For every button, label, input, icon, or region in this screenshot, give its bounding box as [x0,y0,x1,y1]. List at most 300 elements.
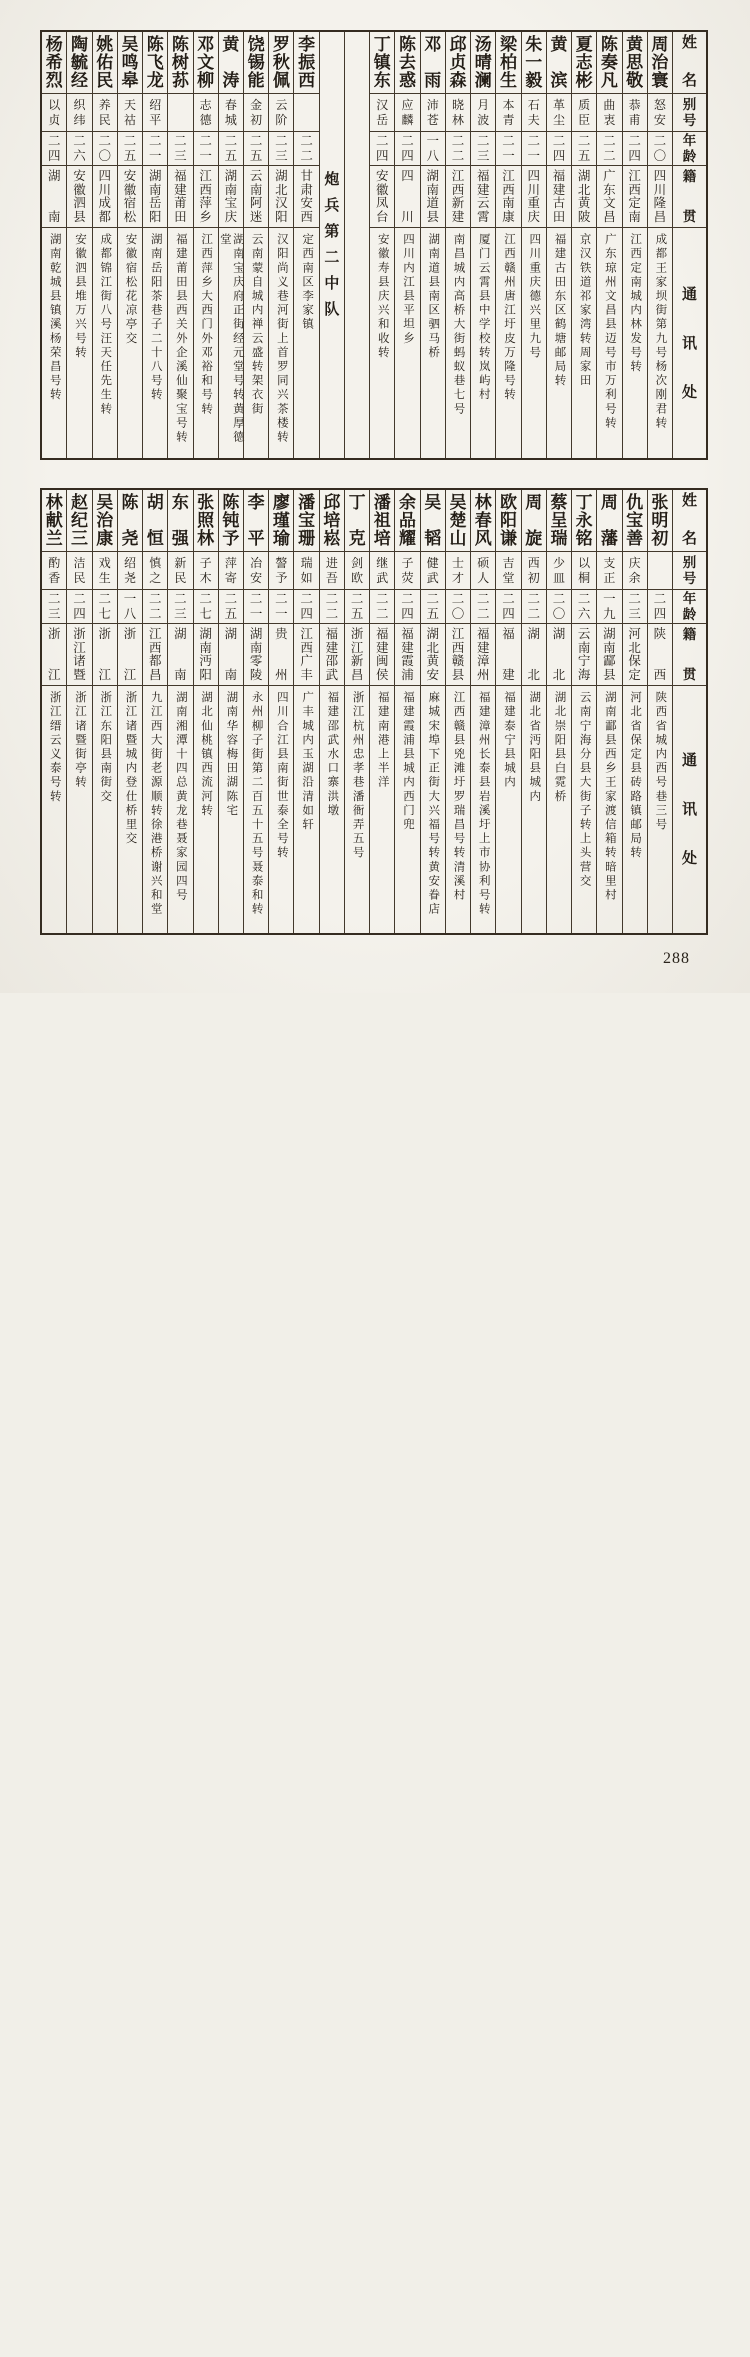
roster-column [369,32,394,458]
address-text: 浙江杭州忠孝巷潘衙弄五号 [351,691,364,861]
header-address: 通 讯 处 [681,753,697,867]
alias-cell: 织 纬 [67,94,91,132]
roster-column [42,490,66,933]
roster-column [268,32,293,458]
roster-column [394,490,419,933]
origin-cell: 江 西 赣 县 [446,624,470,686]
origin-cell: 湖 南 [219,624,243,686]
age-cell: 二 二 [320,590,344,624]
header-origin: 籍 贯 [673,624,706,686]
origin-cell: 广 东 文 昌 [597,166,621,228]
age-cell: 二 四 [370,132,394,166]
origin-cell: 福 建 莆 田 [168,166,192,228]
address-text: 浙江东阳县南街交 [99,691,112,804]
alias-cell: 健 武 [421,552,445,590]
origin-cell: 湖 南 酃 县 [597,624,621,686]
alias-cell: 志 德 [194,94,218,132]
name-cell: 林 春 风 [471,490,495,552]
origin-cell: 云 南 宁 海 [572,624,596,686]
roster-column [369,490,394,933]
roster-column [117,490,142,933]
alias-cell: 进 吾 [320,552,344,590]
alias-cell: 子 木 [194,552,218,590]
age-cell: 二 一 [522,132,546,166]
name-cell: 陈 飞 龙 [143,32,167,94]
address-cell [244,686,268,933]
address-text: 湖北省沔阳县城内 [528,691,541,804]
address-cell [648,228,672,458]
roster-column [546,490,571,933]
address-text: 湖北崇阳县白霓桥 [553,691,566,804]
address-cell [42,686,66,933]
header-name: 姓 名 [673,490,706,552]
name-cell: 吴 韬 [421,490,445,552]
address-text: 安徽宿松花凉亭交 [124,233,137,346]
address-cell [547,228,571,458]
roster-column [521,490,546,933]
roster-column [622,32,647,458]
age-cell: 一 八 [421,132,445,166]
address-cell [446,228,470,458]
origin-cell: 江 西 定 南 [623,166,647,228]
roster-column [92,32,117,458]
roster-column [495,490,520,933]
age-cell: 二 七 [93,590,117,624]
address-text: 四川合江县南街世泰全号转 [275,691,288,861]
origin-cell: 福 建 古 田 [547,166,571,228]
age-cell: 二 四 [67,590,91,624]
page-number: 288 [663,950,690,967]
age-cell: 二 三 [42,590,66,624]
name-cell: 夏 志 彬 [572,32,596,94]
address-text: 浙江诸暨街亭转 [73,691,86,790]
origin-cell: 江 西 新 建 [446,166,470,228]
address-cell [623,686,647,933]
alias-cell: 吉 堂 [496,552,520,590]
origin-cell: 湖 北 黄 安 [421,624,445,686]
address-text: 麻城宋埠下正街大兴福号转黄安眷店 [427,691,440,917]
origin-cell: 湖 北 [522,624,546,686]
spacer-column [344,32,369,458]
age-cell: 二 五 [345,590,369,624]
address-text: 湖南岳阳茶巷子二十八号转 [149,233,162,403]
age-cell: 二 四 [294,590,318,624]
origin-cell: 江 西 广 丰 [294,624,318,686]
origin-cell: 湖 南 零 陵 [244,624,268,686]
name-cell: 邓 文 柳 [194,32,218,94]
age-cell: 二 一 [269,590,293,624]
name-cell: 周 旋 [522,490,546,552]
alias-cell: 绍 尧 [118,552,142,590]
roster-column [571,490,596,933]
address-text: 京汉铁道祁家湾转周家田 [578,233,591,389]
address-text: 厦门云霄县中学校转岚屿村 [477,233,490,403]
alias-cell: 庆 余 [623,552,647,590]
alias-cell: 春 城 [219,94,243,132]
roster-column [293,32,318,458]
address-cell [143,686,167,933]
address-cell [42,228,66,458]
address-text: 浙江诸暨城内登仕桥里交 [124,691,137,847]
roster-column [445,32,470,458]
address-cell [168,686,192,933]
alias-cell: 謷 予 [269,552,293,590]
address-text: 江西萍乡大西门外邓裕和号转 [200,233,213,417]
name-cell: 邓 雨 [421,32,445,94]
address-text: 九江西大街老源顺转徐港桥谢兴和堂 [149,691,162,917]
origin-cell: 浙 江 [42,624,66,686]
origin-cell: 湖 南 岳 阳 [143,166,167,228]
address-cell [294,686,318,933]
roster-column [495,32,520,458]
age-cell: 二 二 [471,590,495,624]
age-cell: 二 四 [623,132,647,166]
alias-cell: 绍 平 [143,94,167,132]
alias-cell: 曲 衷 [597,94,621,132]
roster-column [344,490,369,933]
alias-cell: 天 祜 [118,94,142,132]
origin-cell: 河 北 保 定 [623,624,647,686]
roster-column [647,32,672,458]
address-text: 四川重庆德兴里九号 [528,233,541,360]
address-cell [471,686,495,933]
age-cell: 二 一 [194,132,218,166]
name-cell: 欧 阳 谦 [496,490,520,552]
address-cell [93,686,117,933]
roster-column [167,32,192,458]
name-cell: 余 品 耀 [395,490,419,552]
address-cell [320,686,344,933]
origin-cell: 江 西 萍 乡 [194,166,218,228]
roster-column [546,32,571,458]
roster-column [117,32,142,458]
alias-cell: 汉 岳 [370,94,394,132]
address-text: 江西赣州唐江圩皮万隆号转 [502,233,515,403]
address-text: 福建漳州长泰县岩溪圩上市协利号转 [477,691,490,917]
name-cell: 吴 鸣 皋 [118,32,142,94]
age-cell: 二 五 [421,590,445,624]
address-cell [219,686,243,933]
name-cell: 李 振 西 [294,32,318,94]
alias-cell: 戏 生 [93,552,117,590]
alias-cell: 支 正 [597,552,621,590]
origin-cell: 浙 江 [118,624,142,686]
address-cell [345,686,369,933]
alias-cell: 怒 安 [648,94,672,132]
alias-cell [168,94,192,132]
origin-cell: 安 徽 泗 县 [67,166,91,228]
age-cell: 二 二 [446,132,470,166]
address-text: 安徽泗县堆万兴号转 [73,233,86,360]
roster-column [66,490,91,933]
name-cell: 罗 秋 佩 [269,32,293,94]
name-cell: 丁 克 [345,490,369,552]
origin-cell: 江 西 都 昌 [143,624,167,686]
name-cell: 梁 柏 生 [496,32,520,94]
address-text: 湖北仙桃镇西流河转 [200,691,213,818]
address-cell [522,686,546,933]
address-cell [194,686,218,933]
address-cell [597,228,621,458]
roster-column [596,490,621,933]
roster-column [394,32,419,458]
roster-table-bottom [40,488,708,935]
alias-cell: 质 臣 [572,94,596,132]
address-cell [118,228,142,458]
roster-column [193,490,218,933]
address-cell [67,228,91,458]
roster-column [218,32,243,458]
alias-cell: 萍 寄 [219,552,243,590]
age-cell: 二 五 [219,132,243,166]
age-cell: 二 二 [294,132,318,166]
address-text: 永州柳子街第二百五十五号聂泰和转 [250,691,263,917]
age-cell: 二 二 [143,590,167,624]
name-cell: 陈 树 荪 [168,32,192,94]
alias-cell: 金 初 [244,94,268,132]
address-cell [395,228,419,458]
age-cell: 二 三 [471,132,495,166]
address-text: 广东琼州文昌县迈号市万利号转 [603,233,616,431]
address-cell [547,686,571,933]
address-cell [370,686,394,933]
name-cell: 邱 培 崧 [320,490,344,552]
roster-column [42,32,66,458]
alias-cell: 继 武 [370,552,394,590]
alias-cell: 酌 香 [42,552,66,590]
age-cell: 二 〇 [446,590,470,624]
address-cell [93,228,117,458]
origin-cell: 江 西 南 康 [496,166,520,228]
address-text: 福建泰宁县城内 [502,691,515,790]
roster-column [420,32,445,458]
name-cell: 李 平 [244,490,268,552]
roster-table-top [40,30,708,460]
alias-cell: 沛 苍 [421,94,445,132]
address-text: 成都王家坝街第九号杨次刚君转 [654,233,667,431]
alias-cell: 云 阶 [269,94,293,132]
age-cell: 二 四 [395,132,419,166]
name-cell: 陶 毓 经 [67,32,91,94]
origin-cell: 福 建 邵 武 [320,624,344,686]
name-cell: 周 治 寰 [648,32,672,94]
address-text: 湖南道县南区驷马桥 [427,233,440,360]
address-text: 福建邵武水口寨洪墩 [326,691,339,818]
header-column [672,32,706,458]
age-cell: 二 四 [547,132,571,166]
address-text: 福建古田东区鹤塘邮局转 [553,233,566,389]
origin-cell: 湖 南 宝 庆 [219,166,243,228]
header-alias: 别 号 [673,552,706,590]
origin-cell: 福 建 云 霄 [471,166,495,228]
age-cell: 二 二 [370,590,394,624]
address-cell [370,228,394,458]
roster-column [596,32,621,458]
section-title: 炮 兵 第 二 中 队 [324,171,340,318]
name-cell: 吴 治 康 [93,490,117,552]
alias-cell: 士 才 [446,552,470,590]
name-cell: 邱 贞 森 [446,32,470,94]
alias-cell: 剑 欧 [345,552,369,590]
alias-cell: 月 波 [471,94,495,132]
alias-cell: 养 民 [93,94,117,132]
roster-column [142,32,167,458]
header-alias: 别 号 [673,94,706,132]
address-cell [572,686,596,933]
origin-cell: 浙 江 诸 暨 [67,624,91,686]
age-cell: 二 三 [269,132,293,166]
alias-cell: 慎 之 [143,552,167,590]
name-cell: 赵 纪 三 [67,490,91,552]
age-cell: 一 九 [597,590,621,624]
address-cell [269,228,293,458]
header-name: 姓 名 [673,32,706,94]
roster-column [66,32,91,458]
header-age: 年 龄 [673,132,706,166]
name-cell: 张 明 初 [648,490,672,552]
origin-cell: 湖 南 [168,624,192,686]
address-cell [471,228,495,458]
origin-cell: 湖 北 [547,624,571,686]
roster-column [193,32,218,458]
alias-cell: 冶 安 [244,552,268,590]
origin-cell: 云 南 阿 迷 [244,166,268,228]
name-cell: 黄 滨 [547,32,571,94]
age-cell: 二 五 [572,132,596,166]
alias-cell: 瑞 如 [294,552,318,590]
address-text: 湖南乾城县镇溪杨荣昌号转 [48,233,61,403]
name-cell: 杨 希 烈 [42,32,66,94]
name-cell: 林 献 兰 [42,490,66,552]
name-cell: 姚 佑 民 [93,32,117,94]
age-cell: 二 一 [143,132,167,166]
age-cell: 二 六 [572,590,596,624]
age-cell: 二 一 [244,590,268,624]
roster-column [445,490,470,933]
origin-cell: 四 川 隆 昌 [648,166,672,228]
origin-cell: 四 川 成 都 [93,166,117,228]
address-cell [597,686,621,933]
alias-cell: 革 尘 [547,94,571,132]
address-cell [118,686,142,933]
name-cell: 黄 涛 [219,32,243,94]
name-cell: 潘 祖 培 [370,490,394,552]
address-cell [623,228,647,458]
alias-cell: 子 荧 [395,552,419,590]
roster-column [243,32,268,458]
alias-cell: 洁 民 [67,552,91,590]
age-cell: 二 五 [118,132,142,166]
origin-cell: 湖 北 黄 陂 [572,166,596,228]
address-text: 福建莆田县西关外企溪仙聚宝号转 [174,233,187,445]
roster-column [92,490,117,933]
age-cell: 二 〇 [547,590,571,624]
roster-column [142,490,167,933]
alias-cell [648,552,672,590]
origin-cell: 湖 南 沔 阳 [194,624,218,686]
alias-cell: 西 初 [522,552,546,590]
address-cell [244,228,268,458]
name-cell: 东 强 [168,490,192,552]
age-cell: 二 六 [67,132,91,166]
name-cell: 陈 去 惑 [395,32,419,94]
address-cell [67,686,91,933]
address-cell [421,228,445,458]
address-text: 湖南酃县西乡王家渡信箱转暗里村 [603,691,616,903]
origin-cell: 甘 肃 安 西 [294,166,318,228]
address-cell [496,228,520,458]
origin-cell: 福 建 闽 侯 [370,624,394,686]
name-cell: 蔡 呈 瑞 [547,490,571,552]
alias-cell: 以 贞 [42,94,66,132]
name-cell: 饶 锡 能 [244,32,268,94]
alias-cell: 少 皿 [547,552,571,590]
origin-cell: 湖 南 [42,166,66,228]
name-cell: 丁 镇 东 [370,32,394,94]
address-text: 河北省保定县砖路镇邮局转 [629,691,642,861]
address-cell [421,686,445,933]
age-cell: 一 八 [118,590,142,624]
address-cell [446,686,470,933]
address-cell [143,228,167,458]
age-cell: 二 四 [395,590,419,624]
roster-column [470,490,495,933]
address-text: 湖南湘潭十四总黄龙巷聂家园四号 [174,691,187,903]
address-cell [168,228,192,458]
age-cell: 二 〇 [93,132,117,166]
age-cell: 二 五 [244,132,268,166]
age-cell: 二 四 [42,132,66,166]
roster-column [167,490,192,933]
name-cell: 陈 奏 凡 [597,32,621,94]
origin-cell: 湖 北 汉 阳 [269,166,293,228]
name-cell: 张 照 林 [194,490,218,552]
name-cell: 潘 宝 珊 [294,490,318,552]
origin-cell: 贵 州 [269,624,293,686]
roster-column [319,490,344,933]
alias-cell [294,94,318,132]
address-cell [572,228,596,458]
address-text: 南昌城内高桥大街蚂蚁巷七号 [452,233,465,417]
address-text: 汉阳尚义巷河街上首罗同兴茶楼转 [275,233,288,445]
roster-column [521,32,546,458]
roster-column [470,32,495,458]
address-text: 成都锦江街八号汪天任先生转 [99,233,112,417]
scanned-roster-page [0,0,750,993]
alias-cell: 应 麟 [395,94,419,132]
address-text: 浙江缙云义泰号转 [48,691,61,804]
address-text: 湖南宝庆府正街经元堂号转黄厚德堂 [218,233,244,445]
alias-cell: 硕 人 [471,552,495,590]
address-text: 云南蒙自城内禅云盛转架衣街 [250,233,263,417]
age-cell: 二 七 [194,590,218,624]
age-cell: 二 一 [496,132,520,166]
address-text: 陕西省城内西号巷三号 [654,691,667,832]
address-text: 云南宁海分县大街子转上头营交 [578,691,591,889]
origin-cell: 浙 江 新 昌 [345,624,369,686]
address-text: 定西南区李家镇 [301,233,314,332]
address-cell [496,686,520,933]
name-cell: 周 藩 [597,490,621,552]
roster-column [622,490,647,933]
name-cell: 朱 一 毅 [522,32,546,94]
address-text: 安徽寿县庆兴和收转 [376,233,389,360]
age-cell: 二 四 [496,590,520,624]
roster-column [420,490,445,933]
name-cell: 汤 晴 澜 [471,32,495,94]
origin-cell: 福 建 [496,624,520,686]
origin-cell: 福 建 漳 州 [471,624,495,686]
